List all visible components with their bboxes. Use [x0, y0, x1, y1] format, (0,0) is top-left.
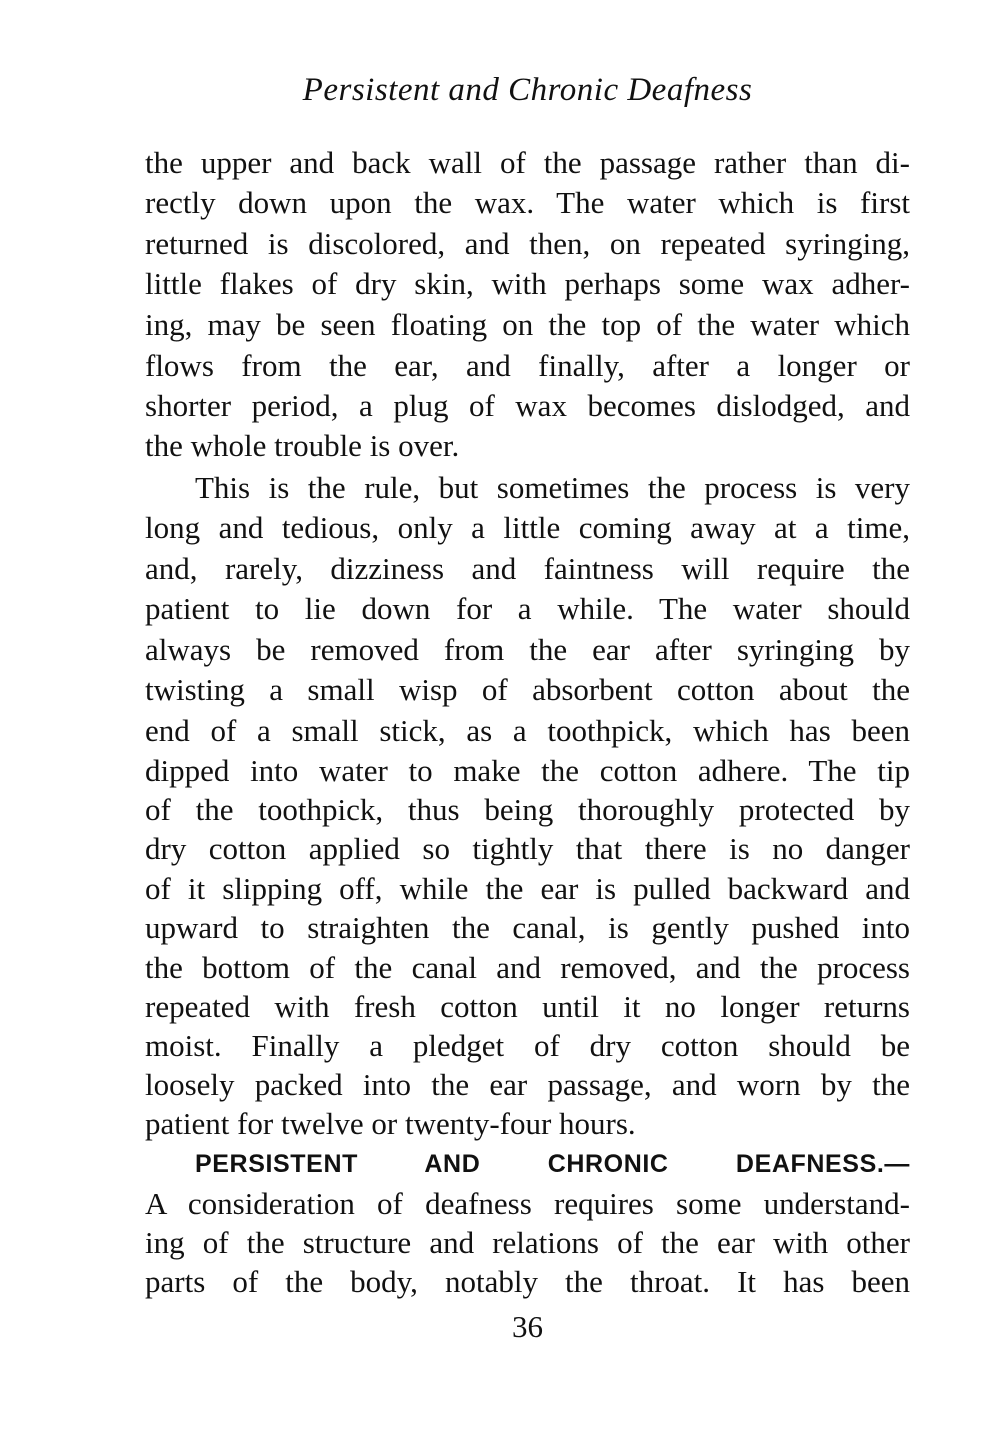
text-line: moist. Finally a pledget of dry cotton should be — [145, 1028, 910, 1063]
text-line: twisting a small wisp of absorbent cotton about the — [145, 672, 910, 707]
text-line: returned is discolored, and then, on repeated syringing, — [145, 226, 910, 261]
text-line: patient for twelve or twenty-four hours. — [145, 1106, 636, 1141]
text-line: the whole trouble is over. — [145, 428, 460, 463]
text-line: the upper and back wall of the passage rather than di- — [145, 145, 910, 180]
text-line: rectly down upon the wax. The water which is first — [145, 185, 910, 220]
text-line: ing of the structure and relations of the ear with other — [145, 1225, 910, 1260]
text-line: upward to straighten the canal, is gently pushed into — [145, 910, 910, 945]
text-line: the bottom of the canal and removed, and the process — [145, 950, 910, 985]
text-line: loosely packed into the ear passage, and worn by the — [145, 1067, 910, 1102]
text-line: end of a small stick, as a toothpick, which has been — [145, 713, 910, 748]
text-line: ing, may be seen floating on the top of the water which — [145, 307, 910, 342]
text-line: and, rarely, dizziness and faintness will require the — [145, 551, 910, 586]
text-line: dry cotton applied so tightly that there is no danger — [145, 831, 910, 866]
section-heading: PERSISTENT AND CHRONIC DEAFNESS.— — [195, 1150, 910, 1178]
text-line: flows from the ear, and finally, after a longer or — [145, 348, 910, 383]
text-line: shorter period, a plug of wax becomes dislodged, and — [145, 388, 910, 423]
text-line: repeated with fresh cotton until it no longer returns — [145, 989, 910, 1024]
text-line: little flakes of dry skin, with perhaps some wax adher- — [145, 266, 910, 301]
text-line: of the toothpick, thus being thoroughly protected by — [145, 792, 910, 827]
text-line: A consideration of deafness requires some understand- — [145, 1186, 910, 1221]
page-number: 36 — [512, 1309, 543, 1344]
text-line: parts of the body, notably the throat. It has been — [145, 1264, 910, 1299]
text-line: long and tedious, only a little coming away at a time, — [145, 510, 910, 545]
running-head: Persistent and Chronic Deafness — [302, 72, 753, 108]
text-line: always be removed from the ear after syringing by — [145, 632, 910, 667]
text-line: dipped into water to make the cotton adhere. The tip — [145, 753, 910, 788]
text-line: This is the rule, but sometimes the process is very — [195, 470, 910, 505]
text-line: patient to lie down for a while. The water should — [145, 591, 910, 626]
text-line: of it slipping off, while the ear is pulled backward and — [145, 871, 910, 906]
